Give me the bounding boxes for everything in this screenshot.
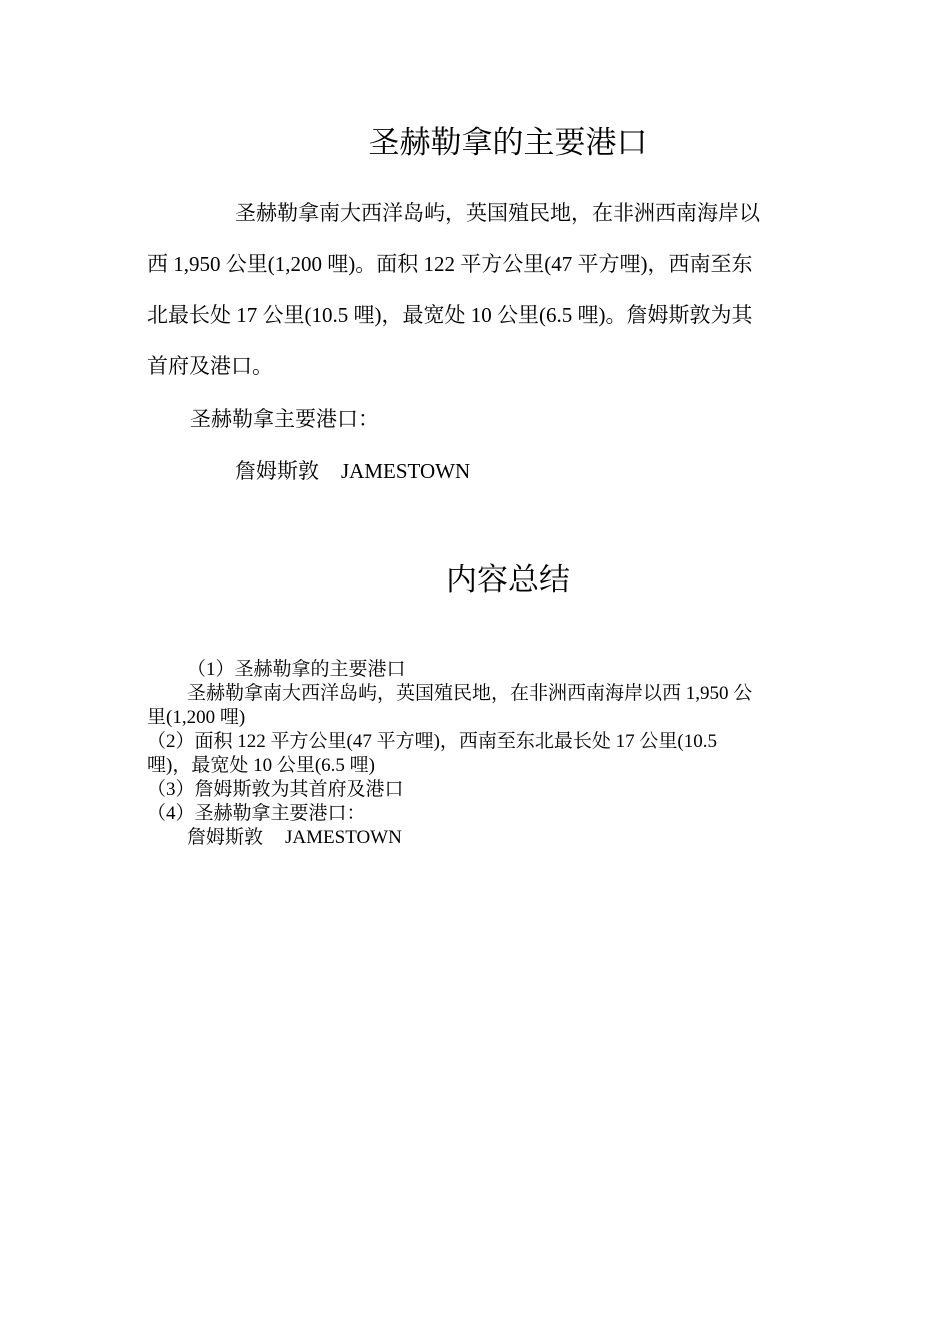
page-title: 圣赫勒拿的主要港口 bbox=[368, 125, 648, 160]
intro-line-2: 西 1,950 公里(1,200 哩)。面积 122 平方公里(47 平方哩)，西南至东 bbox=[147, 252, 753, 276]
port-entry bbox=[235, 456, 470, 486]
summary-section bbox=[147, 658, 817, 850]
port-name-en: JAMESTOWN bbox=[341, 459, 471, 483]
summary-line-5: 哩)，最宽处 10 公里(6.5 哩) bbox=[147, 755, 375, 776]
summary-line-3: 里(1,200 哩) bbox=[147, 707, 246, 728]
intro-line-1: 圣赫勒拿南大西洋岛屿，英国殖民地，在非洲西南海岸以 bbox=[235, 201, 760, 225]
summary-port-name-cn: 詹姆斯敦 bbox=[187, 827, 264, 848]
summary-line-2: 圣赫勒拿南大西洋岛屿，英国殖民地，在非洲西南海岸以西 1,950 公 bbox=[187, 683, 753, 704]
summary-line-4: （2）面积 122 平方公里(47 平方哩)，西南至东北最长处 17 公里(10.5 bbox=[147, 731, 717, 752]
summary-line-6: （3）詹姆斯敦为其首府及港口 bbox=[147, 779, 404, 800]
intro-line-3: 北最长处 17 公里(10.5 哩)，最宽处 10 公里(6.5 哩)。詹姆斯敦为其 bbox=[147, 303, 753, 327]
intro-line-4: 首府及港口。 bbox=[147, 354, 273, 378]
summary-port-entry bbox=[147, 826, 817, 850]
ports-label: 圣赫勒拿主要港口： bbox=[190, 407, 379, 431]
port-name-cn: 詹姆斯敦 bbox=[235, 459, 319, 483]
summary-line-7: （4）圣赫勒拿主要港口： bbox=[147, 803, 366, 824]
intro-paragraph bbox=[147, 188, 807, 392]
summary-title: 内容总结 bbox=[446, 562, 570, 597]
summary-port-name-en: JAMESTOWN bbox=[285, 827, 402, 848]
summary-line-1: （1）圣赫勒拿的主要港口 bbox=[187, 659, 406, 680]
